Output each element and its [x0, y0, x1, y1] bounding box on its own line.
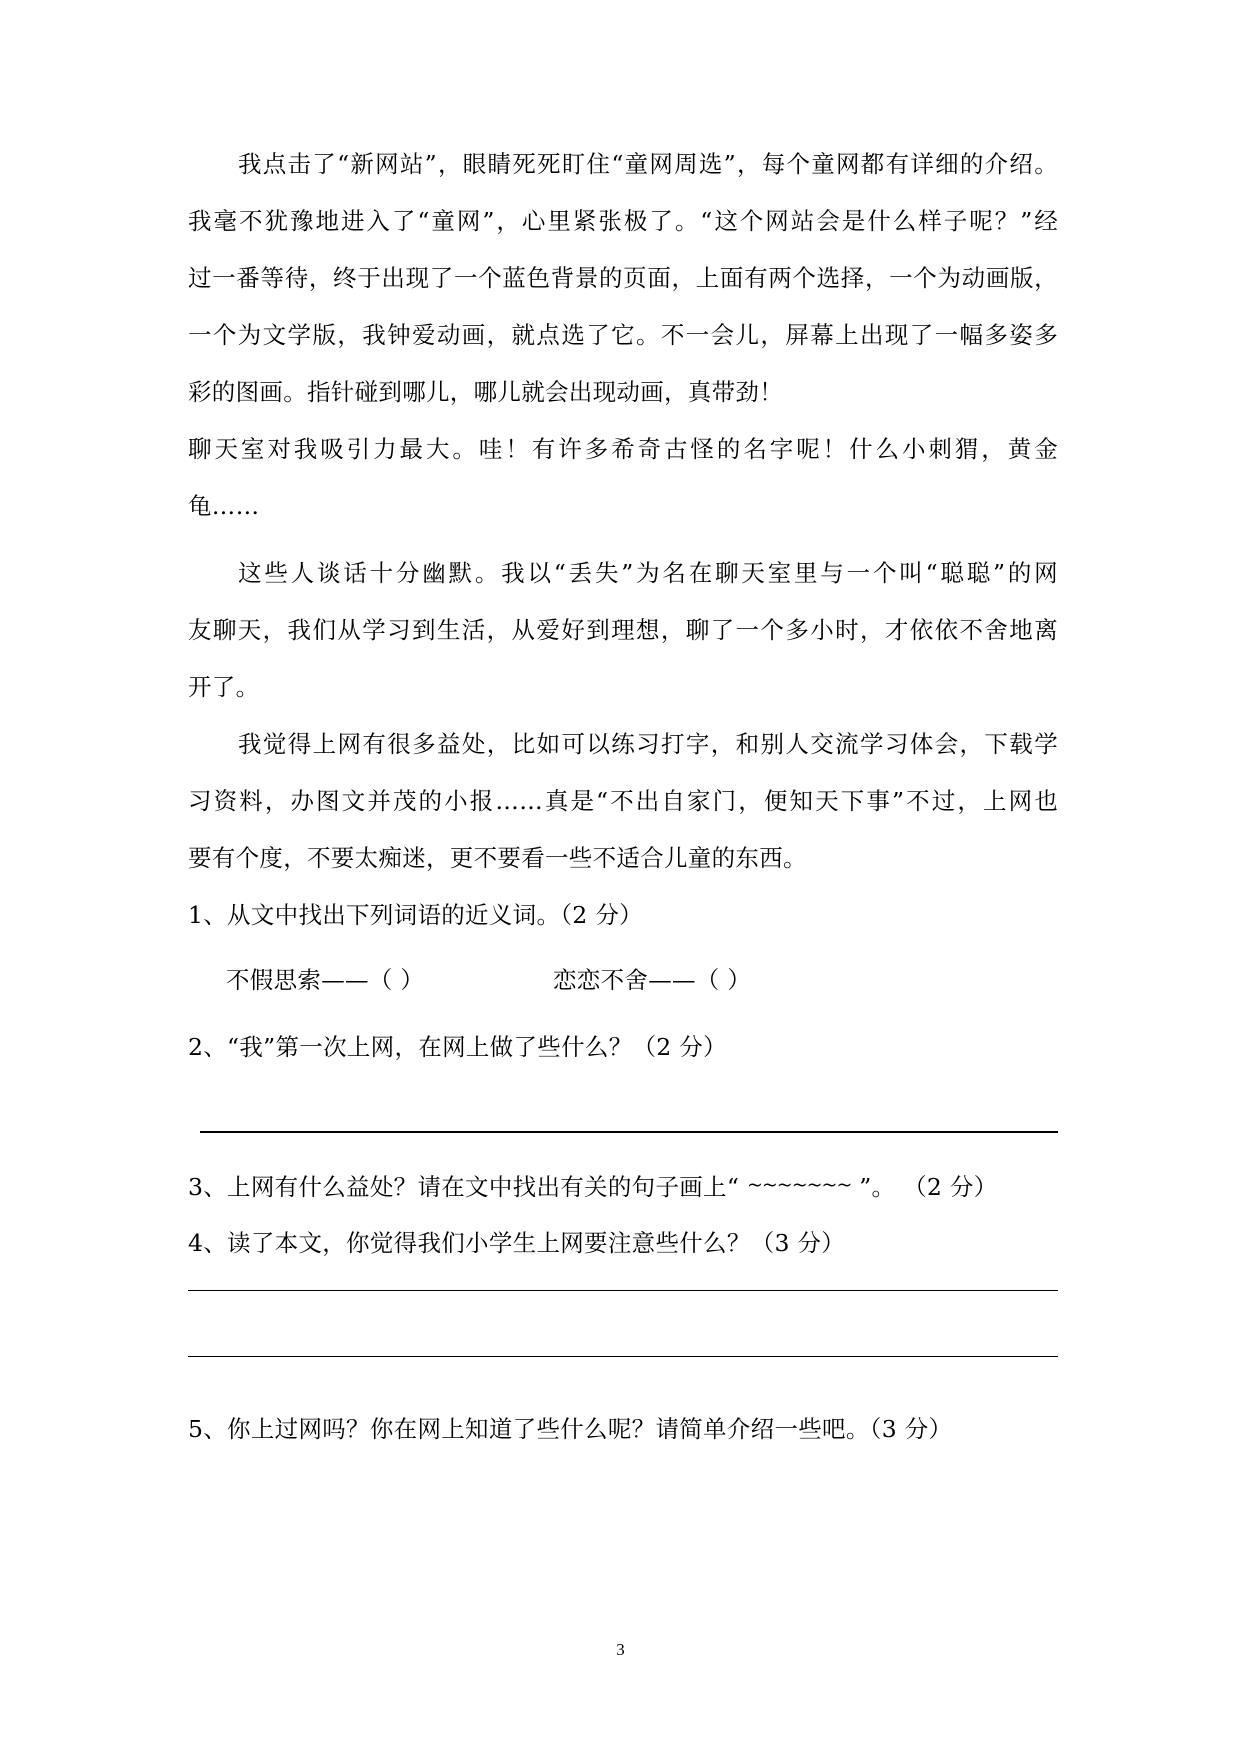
question-1-item-1: 不假思索——（ ） — [226, 966, 425, 994]
question-5: 5、你上过网吗？你在网上知道了些什么呢？请简单介绍一些吧。（3 分） — [188, 1415, 953, 1443]
question-3-text: 3、上网有什么益处？请在文中找出有关的句子画上“ — [188, 1173, 740, 1201]
passage-line: 我觉得上网有很多益处，比如可以练习打字，和别人交流学习体会，下载学 — [238, 730, 1058, 758]
wavy-underline-mark: ~~~~~~~ — [746, 1174, 852, 1196]
question-3 — [188, 1170, 1058, 1202]
passage-line: 习资料，办图文并茂的小报……真是“不出自家门，便知天下事”不过，上网也 — [188, 787, 1058, 815]
question-4: 4、读了本文，你觉得我们小学生上网要注意些什么？（3 分） — [188, 1229, 846, 1257]
answer-line[interactable] — [188, 1356, 1058, 1357]
passage-line: 开了。 — [188, 673, 260, 701]
question-1: 1、从文中找出下列词语的近义词。（2 分） — [188, 901, 643, 929]
passage-line: 要有个度，不要太痴迷，更不要看一些不适合儿童的东西。 — [188, 844, 807, 872]
answer-line[interactable] — [188, 1290, 1058, 1291]
passage-line: 友聊天，我们从学习到生活，从爱好到理想，聊了一个多小时，才依依不舍地离 — [188, 616, 1058, 644]
passage-line: 龟…… — [188, 492, 260, 520]
passage-line: 一个为文学版，我钟爱动画，就点选了它。不一会儿，屏幕上出现了一幅多姿多 — [188, 321, 1058, 349]
passage-line: 这些人谈话十分幽默。我以“丢失”为名在聊天室里与一个叫“聪聪”的网 — [238, 559, 1058, 587]
question-2: 2、“我”第一次上网，在网上做了些什么？（2 分） — [188, 1033, 727, 1061]
question-1-item-2: 恋恋不舍——（ ） — [553, 966, 752, 994]
passage-line: 我毫不犹豫地进入了“童网”，心里紧张极了。“这个网站会是什么样子呢？”经 — [188, 207, 1058, 235]
page-number: 3 — [616, 1640, 625, 1659]
passage-line: 聊天室对我吸引力最大。哇！有许多希奇古怪的名字呢！什么小刺猬，黄金 — [188, 435, 1058, 463]
question-3-score: ”。 （2 分） — [859, 1173, 998, 1201]
passage-line: 过一番等待，终于出现了一个蓝色背景的页面，上面有两个选择，一个为动画版， — [188, 264, 1058, 292]
passage-line: 我点击了“新网站”，眼睛死死盯住“童网周选”，每个童网都有详细的介绍。 — [238, 150, 1058, 178]
answer-line[interactable] — [200, 1131, 1058, 1133]
passage-line: 彩的图画。指针碰到哪儿，哪儿就会出现动画，真带劲！ — [188, 378, 783, 406]
